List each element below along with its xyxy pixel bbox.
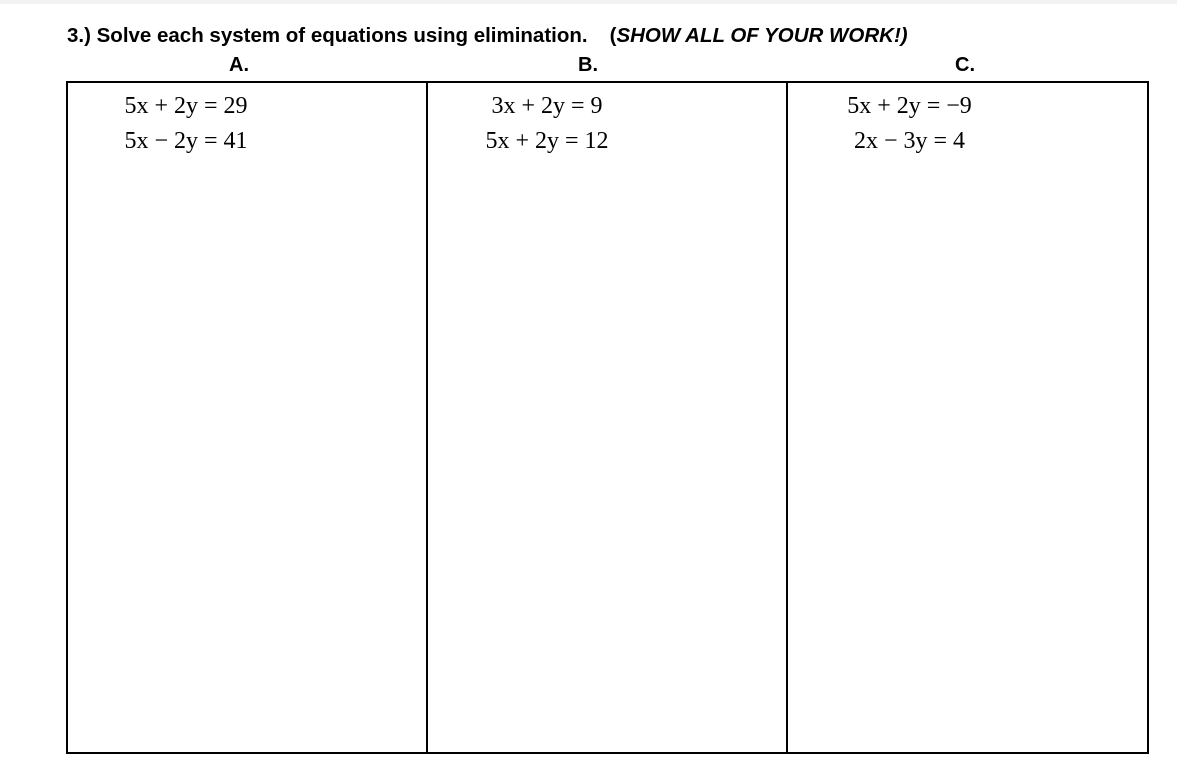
problem-label-c: C. (955, 54, 975, 76)
work-table (66, 81, 1149, 754)
equation-a-2: 5x − 2y = 41 (124, 128, 248, 154)
equation-a-1: 5x + 2y = 29 (124, 93, 248, 119)
problem-label-a: A. (229, 54, 249, 76)
instruction-emphasis-close: ) (900, 24, 908, 47)
instruction-text: 3.) Solve each system of equations using elimination. (67, 24, 588, 47)
equation-c-1: 5x + 2y = −9 (847, 93, 972, 119)
equation-b-2: 5x + 2y = 12 (485, 128, 609, 154)
work-area-b[interactable] (428, 83, 788, 752)
instruction-emphasis: SHOW ALL OF YOUR WORK! (616, 24, 901, 47)
work-area-a[interactable] (68, 83, 428, 752)
problem-label-b: B. (578, 54, 598, 76)
equation-b-1: 3x + 2y = 9 (491, 93, 603, 119)
instruction-emphasis-open: ( (609, 24, 617, 47)
work-area-c[interactable] (788, 83, 1147, 752)
instruction-heading (67, 24, 908, 48)
page-top-edge (0, 0, 1177, 4)
equation-c-2: 2x − 3y = 4 (853, 128, 966, 154)
